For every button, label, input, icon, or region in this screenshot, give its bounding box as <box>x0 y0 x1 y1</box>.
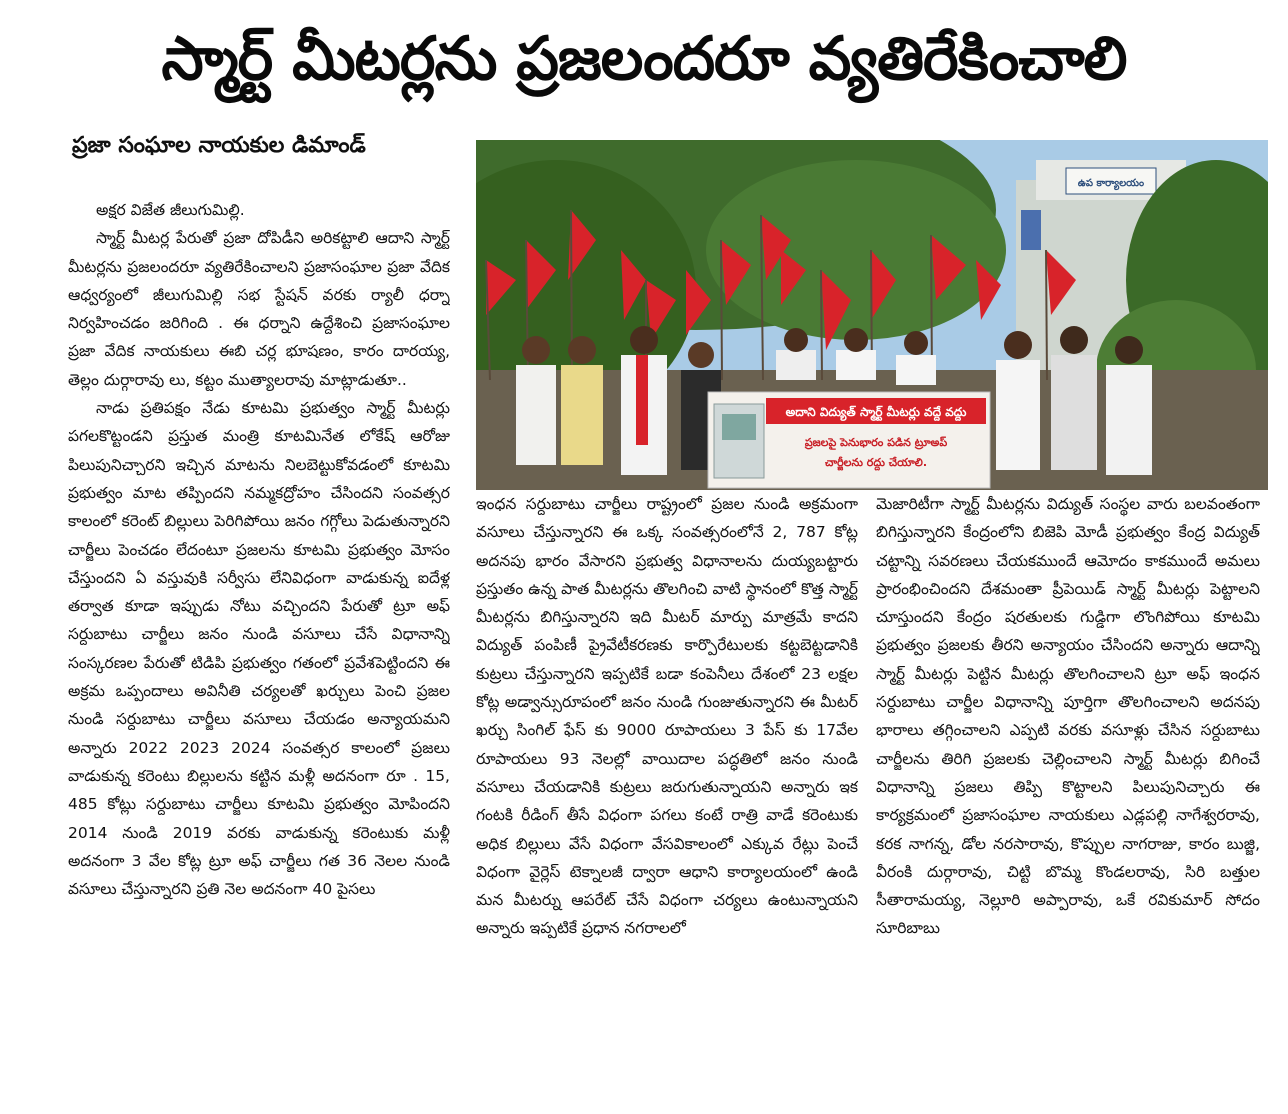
banner-line-1: అదాని విద్యుత్ స్మార్ట్ మీటర్లు వద్దే వద్దు <box>785 405 967 419</box>
protest-photo <box>476 140 1268 490</box>
sign-text: ఉప కార్యాలయం <box>1077 178 1145 189</box>
paragraph: నాడు ప్రతిపక్షం నేడు కూటమి ప్రభుత్వం స్మార్ట్ మీటర్లు పగలకొట్టండని ప్రస్తుత మంత్రి కూటమినేత లోకేష్ ఆరోజు పిలుపునిచ్చారని ఇచ్చిన మాటను నిలబెట్టుకోవడంలో కూటమి ప్రభుత్వం మాట తప్పిందని నమ్మకద్రోహం చేసిందని సంవత్సర కాలంలో కరెంట్ బిల్లులు పెరిగిపోయి జనం గగ్గోలు పెడుతున్నారని చార్జీలు పెంచడం లేదంటూ ప్రజలను కూటమి ప్రభుత్వం మోసం చేస్తుందని ఏ వస్తువుకి సర్వీసు లేనివిధంగా వాడుకున్న ఐదేళ్ల తర్వాత కూడా ఇప్పుడు నోటు వచ్చిందని పేరుతో ట్రూ అఫ్ సర్దుబాటు చార్జీలు జనం నుండి వసూలు చేసే విధానాన్ని సంస్కరణల పేరుతో టిడిపి ప్రభుత్వం గతంలో ప్రవేశపెట్టిందని ఈ అక్రమ ఒప్పందాలు అవినీతి చర్యలతో ఖర్చులు పెంచి ప్రజల నుండి సర్దుబాటు చార్జీలు వసూలు చేయడం అన్యాయమని అన్నారు 2022 2023 2024 సంవత్సర కాలంలో ప్రజలు వాడుకున్న కరెంటు బిల్లులను కట్టిన మళ్లీ అదనంగా రూ . 15, 485 కోట్లు సర్దుబాటు చార్జీలు కూటమి ప్రభుత్వం మోపిందని 2014 నుండి 2019 వరకు వాడుకున్న కరెంటుకు మళ్లీ అదనంగా 3 వేల కోట్ల ట్రూ అఫ్ చార్జీలు గత 36 నెలల నుండి వసూలు చేస్తున్నారని ప్రతి నెల అదనంగా 40 పైసలు <box>68 399 450 899</box>
article-column-2 <box>476 490 858 1080</box>
headline: స్మార్ట్ మీటర్లను ప్రజలందరూ వ్యతిరేకించాలి <box>161 24 1127 94</box>
banner-line-2: ప్రజలపై పెనుభారం పడిన ట్రూఅప్ <box>804 436 948 449</box>
paragraph: ఇంధన సర్దుబాటు చార్జీలు రాష్ట్రంలో ప్రజల నుండి అక్రమంగా వసూలు చేస్తున్నారని ఈ ఒక్క సంవత్సరంలోనే 2, 787 కోట్ల అదనపు భారం వేసారని ప్రభుత్వ విధానాలను దుయ్యబట్టారు ప్రస్తుతం ఉన్న పాత మీటర్లను తొలగించి వాటి స్థానంలో కొత్త స్మార్ట్ మీటర్లను బిగిస్తున్నారని ఇది మీటర్ మార్పు మాత్రమే కాదని విద్యుత్ పంపిణీ ప్రైవేటీకరణకు కార్పొరేటులకు కట్టబెట్టడానికి కుట్రలు చేస్తున్నారని ఇప్పటికే బడా కంపెనీలు దేశంలో 23 లక్షల కోట్ల అడ్వాన్సురూపంలో జనం నుండి గుంజుతున్నారని ఈ మీటర్ ఖర్చు సింగిల్ ఫేస్ కు 9000 రూపాయలు 3 పేస్ కు 17వేల రూపాయలు 93 నెలల్లో వాయిదాల పద్ధతిలో జనం నుండి వసూలు చేయడానికి కుట్రలు జరుగుతున్నాయని అన్నారు ఇక గంటకి రీడింగ్ తీసే విధంగా పగలు కంటే రాత్రి వాడే కరెంటుకు అధిక బిల్లులు వేసే విధంగా వేసవికాలంలో ఎక్కువ రేట్లు పెంచే విధంగా వైర్లెస్ టెక్నాలజీ ద్వారా ఆధాని కార్యాలయంలో ఉండి మన మీటర్ను ఆపరేట్ చేసే విధంగా చర్యలు ఉంటున్నాయని అన్నారు ఇప్పటికే ప్రధాన నగరాలలో <box>476 495 858 938</box>
paragraph: మెజారిటీగా స్మార్ట్ మీటర్లను విద్యుత్ సంస్థల వారు బలవంతంగా బిగిస్తున్నారని కేంద్రంలోని బిజెపి మోడీ ప్రభుత్వం కేంద్ర విద్యుత్ చట్టాన్ని సవరణలు చేయకముందే ఆమోదం కాకముందే అమలు ప్రారంభించిందని దేశమంతా ప్రీపెయిడ్ స్మార్ట్ మీటర్లు పెట్టాలని చూస్తుందని కేంద్రం షరతులకు గుడ్డిగా లొంగిపోయి కూటమి ప్రభుత్వం ప్రజలకు తీరని అన్యాయం చేసిందని అన్నారు ఆదాన్ని స్మార్ట్ మీటర్లు పెట్టిన మీటర్లు తొలగించాలని ట్రూ అఫ్ ఇంధన సర్దుబాటు చార్జీల విధానాన్ని పూర్తిగా తొలగించాలని అదనపు భారాలు తగ్గించాలని ఎప్పటి వరకు వసూళ్లు చేసిన సర్దుబాటు చార్జీలను తిరిగి ప్రజలకు చెల్లించాలని స్మార్ట్ మీటర్లు బిగించే విధానాన్ని ప్రజలు తిప్పి కొట్టాలని పిలుపునిచ్చారు ఈ కార్యక్రమంలో ప్రజాసంఘాల నాయకులు ఎడ్లపల్లి నాగేశ్వరరావు, కరక నాగన్న, డోల నరసారావు, కొప్పుల నాగరాజు, కారం బుజ్జి, వీరంకి దుర్గారావు, చిట్టి బొమ్మ కొండలరావు, సిరి బత్తుల సీతారామయ్య, నెల్లూరి అప్పారావు, ఒకే రవికుమార్ సోదం సూరిబాబు <box>876 495 1260 938</box>
byline: అక్షర విజేత జీలుగుమిల్లి. <box>96 201 245 219</box>
subheadline: ప్రజా సంఘాల నాయకుల డిమాండ్ <box>72 133 366 158</box>
paragraph: స్మార్ట్ మీటర్ల పేరుతో ప్రజా దోపిడీని అరికట్టాలి ఆదాని స్మార్ట్ మీటర్లను ప్రజలందరూ వ్యతిరేకించాలని ప్రజాసంఘాల ప్రజా వేదిక ఆధ్వర్యంలో జీలుగుమిల్లి సభ స్టేషన్ వరకు ర్యాలీ ధర్నా నిర్వహించడం జరిగింది . ఈ ధర్నాని ఉద్దేశించి ప్రజాసంఘాల ప్రజా వేదిక నాయకులు ఈబి చర్ల భూషణం, కారం దారయ్య, తెల్లం దుర్గారావు లు, కట్టం ముత్యాలరావు మాట్లాడుతూ.. <box>68 229 450 389</box>
article-column-1 <box>68 196 450 1100</box>
banner-line-3: చార్జీలను రద్దు చేయాలి. <box>824 456 928 469</box>
article-column-3 <box>876 490 1260 1080</box>
